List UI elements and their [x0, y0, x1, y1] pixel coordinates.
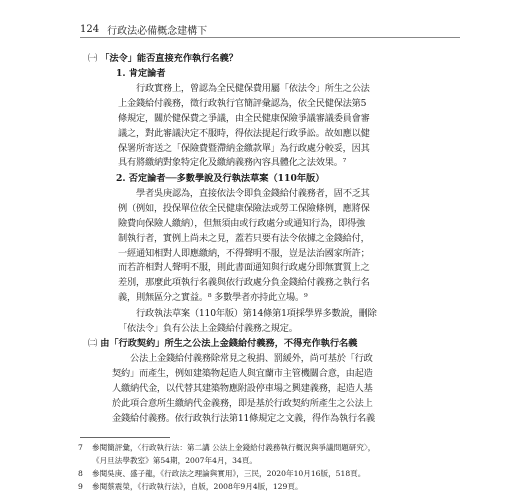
text-line: 學者吳庚認為，直接依法令即負金錢給付義務者，固不乏其 — [136, 188, 370, 199]
text-line: 而若許相對人聲明不服，則此書面通知與行政處分即無實質上之 — [118, 262, 370, 274]
text-line: 義，則無區分之實益。⁸ 多數學者亦持此立場。⁹ — [118, 292, 308, 304]
text-line: 契約」而產生，例如建築物起造人與宜蘭市主管機關合意，由起造 — [112, 367, 373, 379]
subsection-1-title: 1. 肯定論者 — [116, 68, 166, 79]
text-line: 行政實務上，曾認為全民健保費用屬「依法令」所生之公法 — [136, 83, 370, 94]
footnote — [78, 480, 375, 493]
text-line: 保署所寄送之「保險費暨滯納金繳款單」為行政處分較妥，因其 — [118, 142, 370, 154]
text-line: 具有將繳納對象特定化及繳納義務內容具體化之法效果。⁷ — [118, 157, 347, 169]
footnote-text: 參閱蔡震榮，《行政執行法》，自版，2008年9月4版，129頁。 — [92, 482, 303, 491]
subsection-2-title: 2. 否定論者──多數學說及行執法草案（110年版） — [116, 173, 325, 184]
section-b-marker: ㈡ — [88, 338, 98, 349]
section-a-marker: ㈠ — [88, 53, 98, 64]
section-b-heading — [88, 337, 357, 352]
footnote-text: 參閱吳庚、盛子龍，《行政法之理論與實用》，三民，2020年10月16版，518頁。 — [92, 469, 366, 478]
text-line: 行政執法草案（110年版）第14條第1項採學界多數說，刪除 — [136, 308, 377, 319]
footnote — [78, 441, 376, 454]
text-line: 金錢給付義務。依行政執行法第11條規定之文義，得作為執行名義 — [112, 412, 375, 424]
text-line: 議之，對此審議決定不服時，得依法提起行政爭訟。故如應以健 — [118, 127, 370, 139]
section-a-heading — [88, 52, 238, 67]
paragraph-contract — [112, 352, 375, 426]
text-line: 條規定，關於健保費之爭議，由全民健康保險爭議審議委員會審 — [118, 112, 370, 124]
text-line: 例（例如，投保單位依全民健康保險法或勞工保險條例，應將保 — [118, 202, 370, 214]
book-title: 行政法必備概念建構下 — [107, 25, 208, 37]
footnote-number: 9 — [78, 482, 83, 491]
text-line: 公法上金錢給付義務除常見之稅捐、罰緩外，尚可基於「行政 — [130, 353, 373, 364]
footnote — [78, 467, 375, 480]
text-line: 於此項合意所生繳納代金義務，即是基於行政契約所產生之公法上 — [112, 397, 373, 409]
text-line: 一經通知相對人即應繳納，不得聲明不服，豈是法治國家所許； — [118, 247, 370, 259]
section-b-title: 由「行政契約」所生之公法上金錢給付義務，不得充作執行名義 — [100, 338, 358, 349]
header-divider — [80, 37, 460, 38]
text-line: 險費向保險人繳納），但無須由或行政處分或通知行為，即得強 — [118, 217, 366, 229]
footnote — [90, 454, 375, 467]
paragraph-negative — [118, 187, 370, 306]
paragraph-draft — [118, 307, 377, 337]
text-line: 人繳納代金，以代替其建築物應附設停車場之興建義務，起造人基 — [112, 382, 373, 394]
footnote-number — [78, 454, 92, 467]
text-line: 制執行者，實例上尚未之見，蓋若只要有法令依據之金錢給付， — [118, 232, 370, 244]
text-line: 差別，那麼此項執行名義與依行政處分負金錢給付義務之執行名 — [118, 277, 370, 289]
section-a-title: 「法令」能否直接充作執行名義？ — [100, 53, 238, 64]
text-line: 「依法令」負有公法上金錢給付義務之規定。 — [118, 322, 298, 334]
footnote-number: 7 — [78, 443, 83, 452]
text-line: 上金錢給付義務，徵行政執行官簡評彙認為，依全民健保法第5 — [118, 97, 367, 109]
footnote-number: 8 — [78, 469, 83, 478]
footnotes — [78, 441, 376, 493]
paragraph-affirmative — [118, 82, 370, 171]
footnote-divider — [80, 437, 170, 438]
footnote-text: 參閱簡評彙，〈行政執行法：第二講 公法上金錢給付義務執行概況與爭議問題研究〉， — [92, 443, 376, 452]
running-header — [80, 22, 207, 36]
footnote-text: 《月旦法學教室》第54期，2007年4月，34頁。 — [92, 456, 257, 465]
page-number: 124 — [80, 23, 100, 35]
